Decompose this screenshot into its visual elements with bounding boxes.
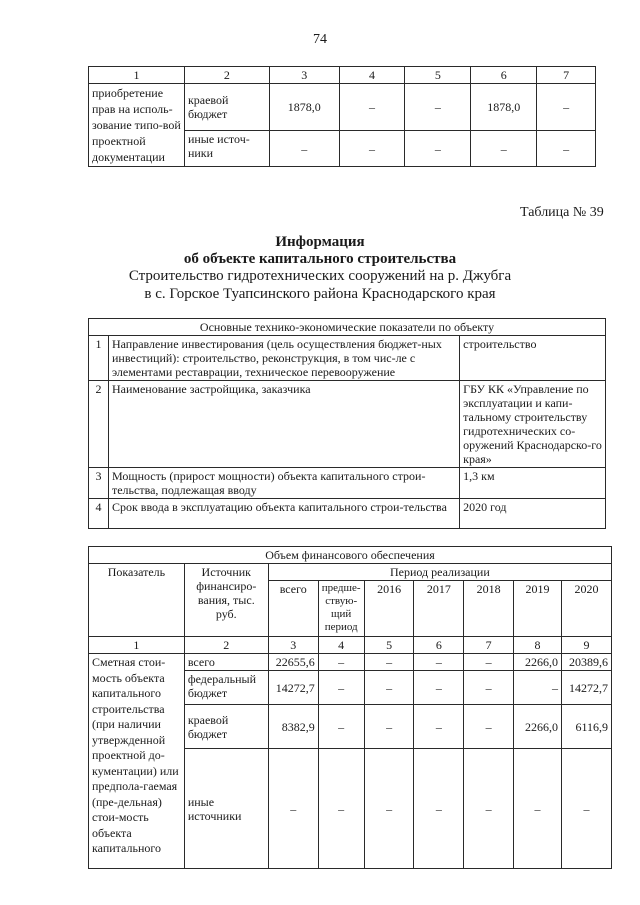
column-number: 1 <box>89 637 185 654</box>
column-number: 8 <box>514 637 562 654</box>
table-cell: – <box>339 131 405 167</box>
indicator-name: Наименование застройщика, заказчика <box>108 381 459 468</box>
subheader-year: 2017 <box>414 581 464 637</box>
table-cell: – <box>318 654 364 671</box>
subheader-total: всего <box>268 581 318 637</box>
column-number: 4 <box>339 67 405 84</box>
table-cell: – <box>405 84 471 131</box>
table-cell: – <box>364 671 414 705</box>
table-cell: – <box>514 671 562 705</box>
table-row <box>89 499 606 529</box>
column-number: 6 <box>414 637 464 654</box>
column-number: 1 <box>89 67 185 84</box>
row-number: 4 <box>89 499 109 529</box>
subheader-year: 2020 <box>561 581 611 637</box>
funding-source: краевой бюджет <box>184 705 268 749</box>
table-cell: – <box>405 131 471 167</box>
column-number: 4 <box>318 637 364 654</box>
table-cell: – <box>318 749 364 869</box>
finance-table <box>88 546 612 869</box>
table-cell: 2266,0 <box>514 654 562 671</box>
indicators-table <box>88 318 606 529</box>
table-cell: 22655,6 <box>268 654 318 671</box>
table-row <box>89 468 606 499</box>
document-subtitle: об объекте капитального строительства <box>183 251 457 267</box>
table-row <box>89 654 612 671</box>
funding-source: всего <box>184 654 268 671</box>
page-number: 74 <box>313 32 327 47</box>
table-cell: – <box>537 131 596 167</box>
column-number: 3 <box>269 67 339 84</box>
table-cell: – <box>339 84 405 131</box>
table-cell: – <box>269 131 339 167</box>
table-cell: – <box>537 84 596 131</box>
row-number: 1 <box>89 336 109 381</box>
table-cell: – <box>318 671 364 705</box>
table-cell: – <box>414 749 464 869</box>
indicator-value: 2020 год <box>460 499 606 529</box>
table-row <box>89 336 606 381</box>
table-cell: 8382,9 <box>268 705 318 749</box>
table-row <box>89 84 596 131</box>
source-header: Источник финансиро-вания, тыс. руб. <box>184 564 268 637</box>
indicator-name: Мощность (прирост мощности) объекта капитального строи-тельства, подлежащая вводу <box>108 468 459 499</box>
row-label: Сметная стои-мость объекта капитального строительства (при наличии утвержденной проектной до-кументации) или предпола-гаемая (пре-дельная) стои-мость объекта капитального <box>89 654 185 869</box>
indicator-name: Направление инвестирования (цель осуществления бюджет-ных инвестиций): строительство, реконструкция, в том чис-ле с элементами реставрации, техническое перевооружение <box>108 336 459 381</box>
table-cell: – <box>364 654 414 671</box>
table-cell: 14272,7 <box>561 671 611 705</box>
column-number: 2 <box>184 67 269 84</box>
indicator-value: строительство <box>460 336 606 381</box>
table-cell: – <box>364 705 414 749</box>
table-cell: – <box>414 705 464 749</box>
table-row <box>89 381 606 468</box>
subheader-year: 2019 <box>514 581 562 637</box>
funding-source: краевой бюджет <box>184 84 269 131</box>
indicator-value: 1,3 км <box>460 468 606 499</box>
column-number: 6 <box>471 67 537 84</box>
finance-caption: Объем финансового обеспечения <box>89 547 612 564</box>
funding-source: иные источ-ники <box>184 131 269 167</box>
column-numbers-row <box>89 637 612 654</box>
table-cell: 1878,0 <box>471 84 537 131</box>
column-number: 9 <box>561 637 611 654</box>
table-cell: – <box>414 654 464 671</box>
top-table <box>88 66 596 167</box>
funding-source: федеральный бюджет <box>184 671 268 705</box>
indicator-name: Срок ввода в эксплуатацию объекта капитального строи-тельства <box>108 499 459 529</box>
subheader-year: 2018 <box>464 581 514 637</box>
table-cell: – <box>268 749 318 869</box>
top-table-header <box>89 67 596 84</box>
table-cell: – <box>464 705 514 749</box>
table-cell: – <box>464 671 514 705</box>
table-cell: 6116,9 <box>561 705 611 749</box>
table-cell: 1878,0 <box>269 84 339 131</box>
table-cell: – <box>464 749 514 869</box>
column-number: 7 <box>537 67 596 84</box>
column-number: 2 <box>184 637 268 654</box>
column-number: 3 <box>268 637 318 654</box>
column-number: 5 <box>364 637 414 654</box>
indicator-value: ГБУ КК «Управление по эксплуатации и капи-тальному строительству гидротехнических со-оружений Краснодарско-го края» <box>460 381 606 468</box>
table-cell: – <box>471 131 537 167</box>
subheader-year: 2016 <box>364 581 414 637</box>
row-label: приобретение прав на исполь-зование типо-вой проектной документации <box>89 84 185 167</box>
table-cell: 2266,0 <box>514 705 562 749</box>
indicators-caption: Основные технико-экономические показатели по объекту <box>89 319 606 336</box>
document-title: Информация <box>275 234 365 250</box>
column-number: 7 <box>464 637 514 654</box>
table-cell: – <box>561 749 611 869</box>
indicator-header: Показатель <box>89 564 185 637</box>
subheader-previous: предше-ствую-щий период <box>318 581 364 637</box>
row-number: 2 <box>89 381 109 468</box>
period-header: Период реализации <box>268 564 611 581</box>
funding-source: иные источники <box>184 749 268 869</box>
row-number: 3 <box>89 468 109 499</box>
table-number: Таблица № 39 <box>520 205 604 220</box>
table-cell: – <box>364 749 414 869</box>
object-name-line-1: Строительство гидротехнических сооружений на р. Джубга <box>128 268 512 284</box>
table-cell: – <box>414 671 464 705</box>
table-cell: 14272,7 <box>268 671 318 705</box>
table-cell: 20389,6 <box>561 654 611 671</box>
table-cell: – <box>464 654 514 671</box>
object-name-line-2: в с. Горское Туапсинского района Краснодарского края <box>144 286 496 302</box>
table-cell: – <box>318 705 364 749</box>
table-cell: – <box>514 749 562 869</box>
column-number: 5 <box>405 67 471 84</box>
